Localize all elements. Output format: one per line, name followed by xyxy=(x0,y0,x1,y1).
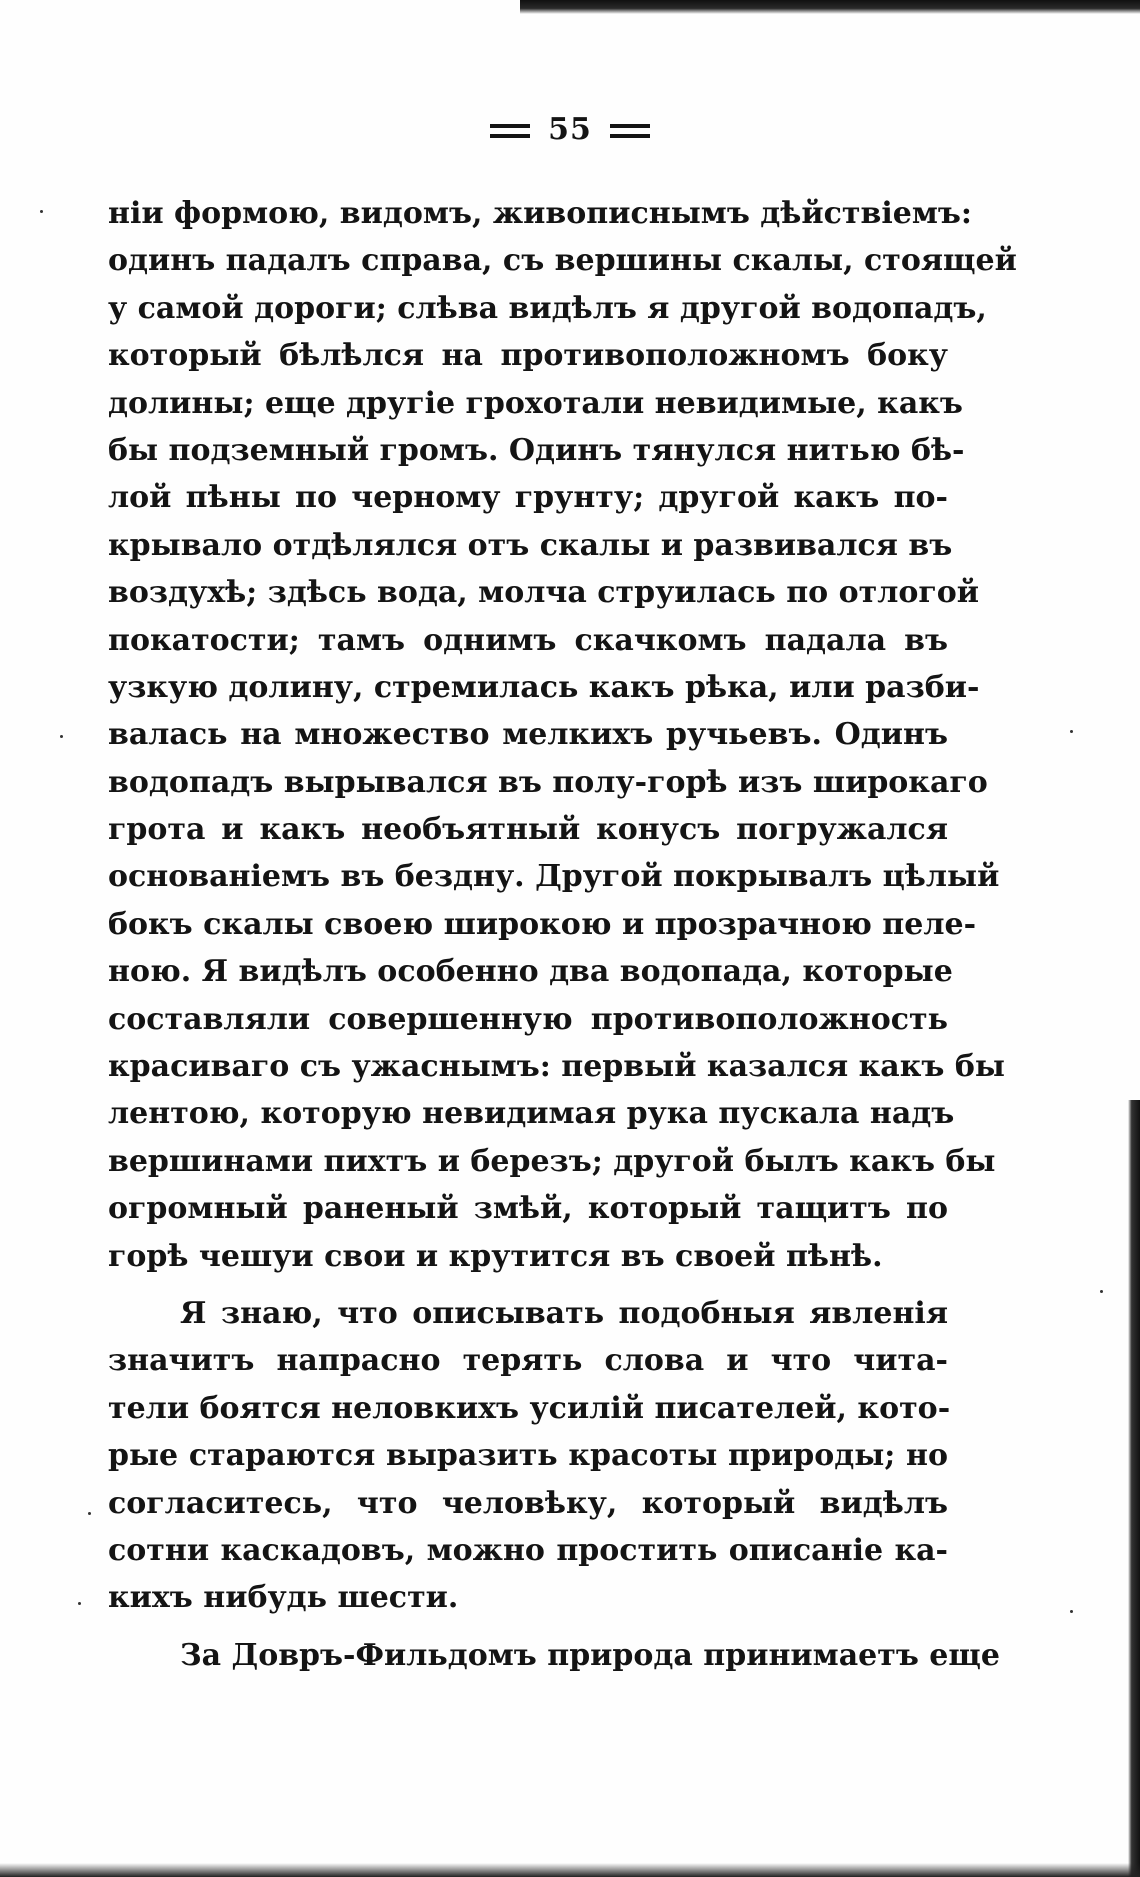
text-line: огромный раненый змѣй, который тащитъ по xyxy=(108,1191,948,1227)
scan-speck xyxy=(60,735,63,738)
text-line: крывало отдѣлялся отъ скалы и развивался въ xyxy=(108,527,953,563)
text-line: лентою, которую невидимая рука пускала надъ xyxy=(108,1096,955,1132)
text-line: лой пѣны по черному грунту; другой какъ по- xyxy=(108,480,948,516)
text-line: одинъ падалъ справа, съ вершины скалы, стоящей xyxy=(108,243,1017,279)
header-rule-left xyxy=(490,124,530,138)
paragraph-gap xyxy=(108,1280,948,1290)
text-line: тели боятся неловкихъ усилій писателей, кото- xyxy=(108,1390,951,1426)
text-line: горѣ чешуи свои и крутится въ своей пѣнѣ. xyxy=(108,1238,883,1274)
scan-edge-right xyxy=(1128,1100,1140,1877)
header-rule-right xyxy=(610,124,650,138)
scan-edge-bottom xyxy=(0,1863,1140,1877)
text-line: бы подземный громъ. Одинъ тянулся нитью бѣ- xyxy=(108,432,965,468)
text-line: ніи формою, видомъ, живописнымъ дѣйствіемъ: xyxy=(108,196,972,231)
scan-edge-top xyxy=(520,0,1140,14)
page-header xyxy=(0,112,1140,147)
scan-speck xyxy=(1070,1610,1073,1613)
text-line: За Довръ-Фильдомъ природа принимаетъ еще xyxy=(180,1637,1000,1673)
scan-speck xyxy=(88,1512,91,1515)
scan-speck xyxy=(1100,1290,1103,1293)
text-line: валась на множество мелкихъ ручьевъ. Одинъ xyxy=(108,717,948,753)
text-line: основаніемъ въ бездну. Другой покрывалъ цѣлый xyxy=(108,859,1000,895)
scan-speck xyxy=(40,210,43,213)
text-line: долины; еще другіе грохотали невидимые, какъ xyxy=(108,385,963,421)
text-line: ною. Я видѣлъ особенно два водопада, которые xyxy=(108,954,953,990)
text-line: красиваго съ ужаснымъ: первый казался какъ бы xyxy=(108,1049,1005,1085)
text-line: кихъ нибудь шести. xyxy=(108,1580,459,1616)
text-line: узкую долину, стремилась какъ рѣка, или разби- xyxy=(108,669,980,705)
scan-speck xyxy=(78,1602,81,1605)
page-number: 55 xyxy=(548,112,592,147)
text-line: грота и какъ необъятный конусъ погружался xyxy=(108,812,948,848)
text-line: составляли совершенную противоположность xyxy=(108,1001,948,1037)
body-text xyxy=(108,190,1017,1679)
text-line: бокъ скалы своею широкою и прозрачною пеле- xyxy=(108,906,977,942)
paragraph xyxy=(108,1290,951,1622)
paragraph-gap xyxy=(108,1622,948,1632)
text-line: согласитесь, что человѣку, который видѣлъ xyxy=(108,1485,948,1521)
text-line: Я знаю, что описывать подобныя явленія xyxy=(180,1295,948,1331)
paragraph xyxy=(108,1632,1000,1679)
text-line: значитъ напрасно терять слова и что чита- xyxy=(108,1343,948,1379)
text-line: сотни каскадовъ, можно простить описаніе ка- xyxy=(108,1532,948,1568)
text-line: водопадъ вырывался въ полу-горѣ изъ широкаго xyxy=(108,764,988,800)
text-line: у самой дороги; слѣва видѣлъ я другой водопадъ, xyxy=(108,290,987,326)
text-line: который бѣлѣлся на противоположномъ боку xyxy=(108,338,948,374)
paragraph xyxy=(108,190,1017,1280)
text-line: воздухѣ; здѣсь вода, молча струилась по отлогой xyxy=(108,575,980,611)
scan-speck xyxy=(1070,730,1073,733)
text-line: вершинами пихтъ и березъ; другой былъ какъ бы xyxy=(108,1143,996,1179)
text-line: рые стараются выразить красоты природы; но xyxy=(108,1438,948,1474)
text-line: покатости; тамъ однимъ скачкомъ падала въ xyxy=(108,622,948,658)
